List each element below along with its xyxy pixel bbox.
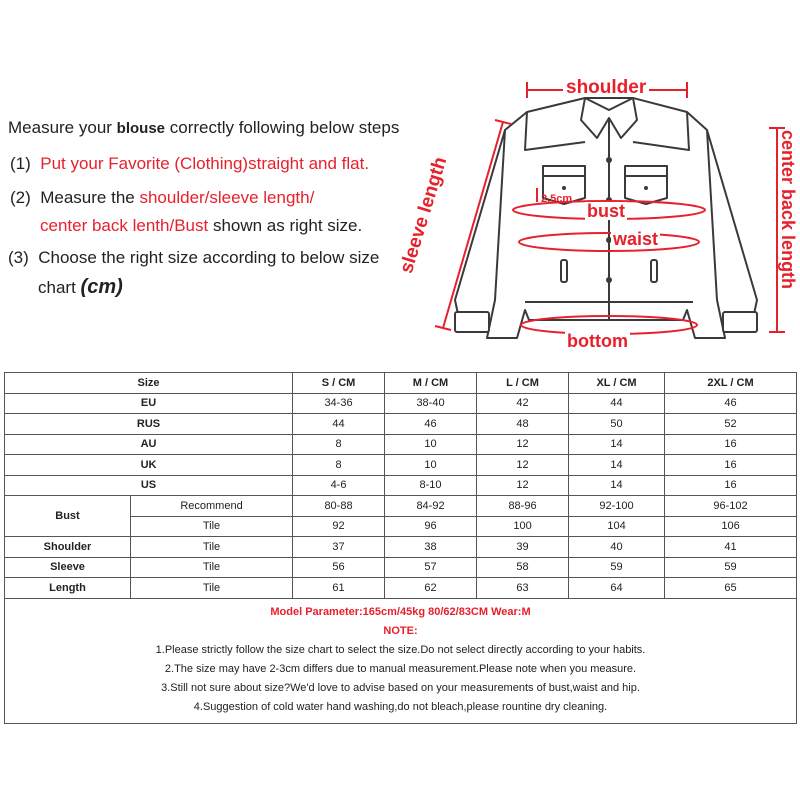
offset-label: 2.5cm	[541, 193, 573, 205]
note-title: NOTE:	[383, 624, 418, 637]
table-row: Sleeve Tile 56 57 58 59 59	[5, 557, 797, 578]
notes-row	[5, 598, 797, 723]
note-2: 2.The size may have 2-3cm differs due to manual measurement.Please note when you measure.	[164, 662, 637, 675]
table-row: RUS 44 46 48 50 52	[5, 414, 797, 435]
table-header-row	[5, 373, 797, 394]
jacket-measurement-diagram	[396, 70, 800, 360]
note-4: 4.Suggestion of cold water hand washing,do not bleach,please rountine dry cleaning.	[193, 700, 608, 713]
header-xl: XL / CM	[569, 373, 665, 394]
shoulder-label: shoulder	[563, 78, 649, 97]
bust-label: bust	[587, 201, 625, 221]
sleeve-length-label: sleeve length	[396, 154, 452, 276]
instructions-heading: Measure your blouse correctly following below steps	[8, 118, 400, 137]
size-chart	[4, 372, 796, 724]
table-row: Shoulder Tile 37 38 39 40 41	[5, 537, 797, 558]
bust-label-cell: Bust	[5, 496, 131, 537]
step-2: (2) Measure the shoulder/sleeve length/	[10, 188, 315, 207]
model-parameter: Model Parameter:165cm/45kg 80/62/83CM Wear:M	[270, 605, 531, 618]
header-2xl: 2XL / CM	[665, 373, 797, 394]
table-row: Tile 92 96 100 104 106	[5, 516, 797, 537]
table-row: AU 8 10 12 14 16	[5, 434, 797, 455]
step-3-continued: chart (cm)	[38, 276, 123, 298]
step-1: (1) Put your Favorite (Clothing)straight and flat.	[10, 154, 370, 173]
table-row: EU 34-36 38-40 42 44 46	[5, 393, 797, 414]
header-s: S / CM	[293, 373, 385, 394]
bottom-label: bottom	[567, 331, 628, 351]
table-row: UK 8 10 12 14 16	[5, 455, 797, 476]
waist-label: waist	[613, 229, 659, 249]
table-row: US 4-6 8-10 12 14 16	[5, 475, 797, 496]
size-table	[4, 372, 797, 724]
step-3: (3) Choose the right size according to below size	[8, 248, 380, 267]
header-size: Size	[5, 373, 293, 394]
center-back-length-label: center back length	[778, 130, 798, 290]
step-2-continued: center back lenth/Bust shown as right size.	[40, 216, 363, 235]
note-3: 3.Still not sure about size?We'd love to advise based on your measurements of bust,waist and hip.	[161, 681, 640, 694]
table-row: Bust Recommend 80-88 84-92 88-96 92-100 96-102	[5, 496, 797, 517]
header-l: L / CM	[477, 373, 569, 394]
table-row: Length Tile 61 62 63 64 65	[5, 578, 797, 599]
note-1: 1.Please strictly follow the size chart to select the size.Do not select directly according to your habits.	[155, 643, 646, 656]
notes-cell	[5, 598, 797, 723]
header-m: M / CM	[385, 373, 477, 394]
